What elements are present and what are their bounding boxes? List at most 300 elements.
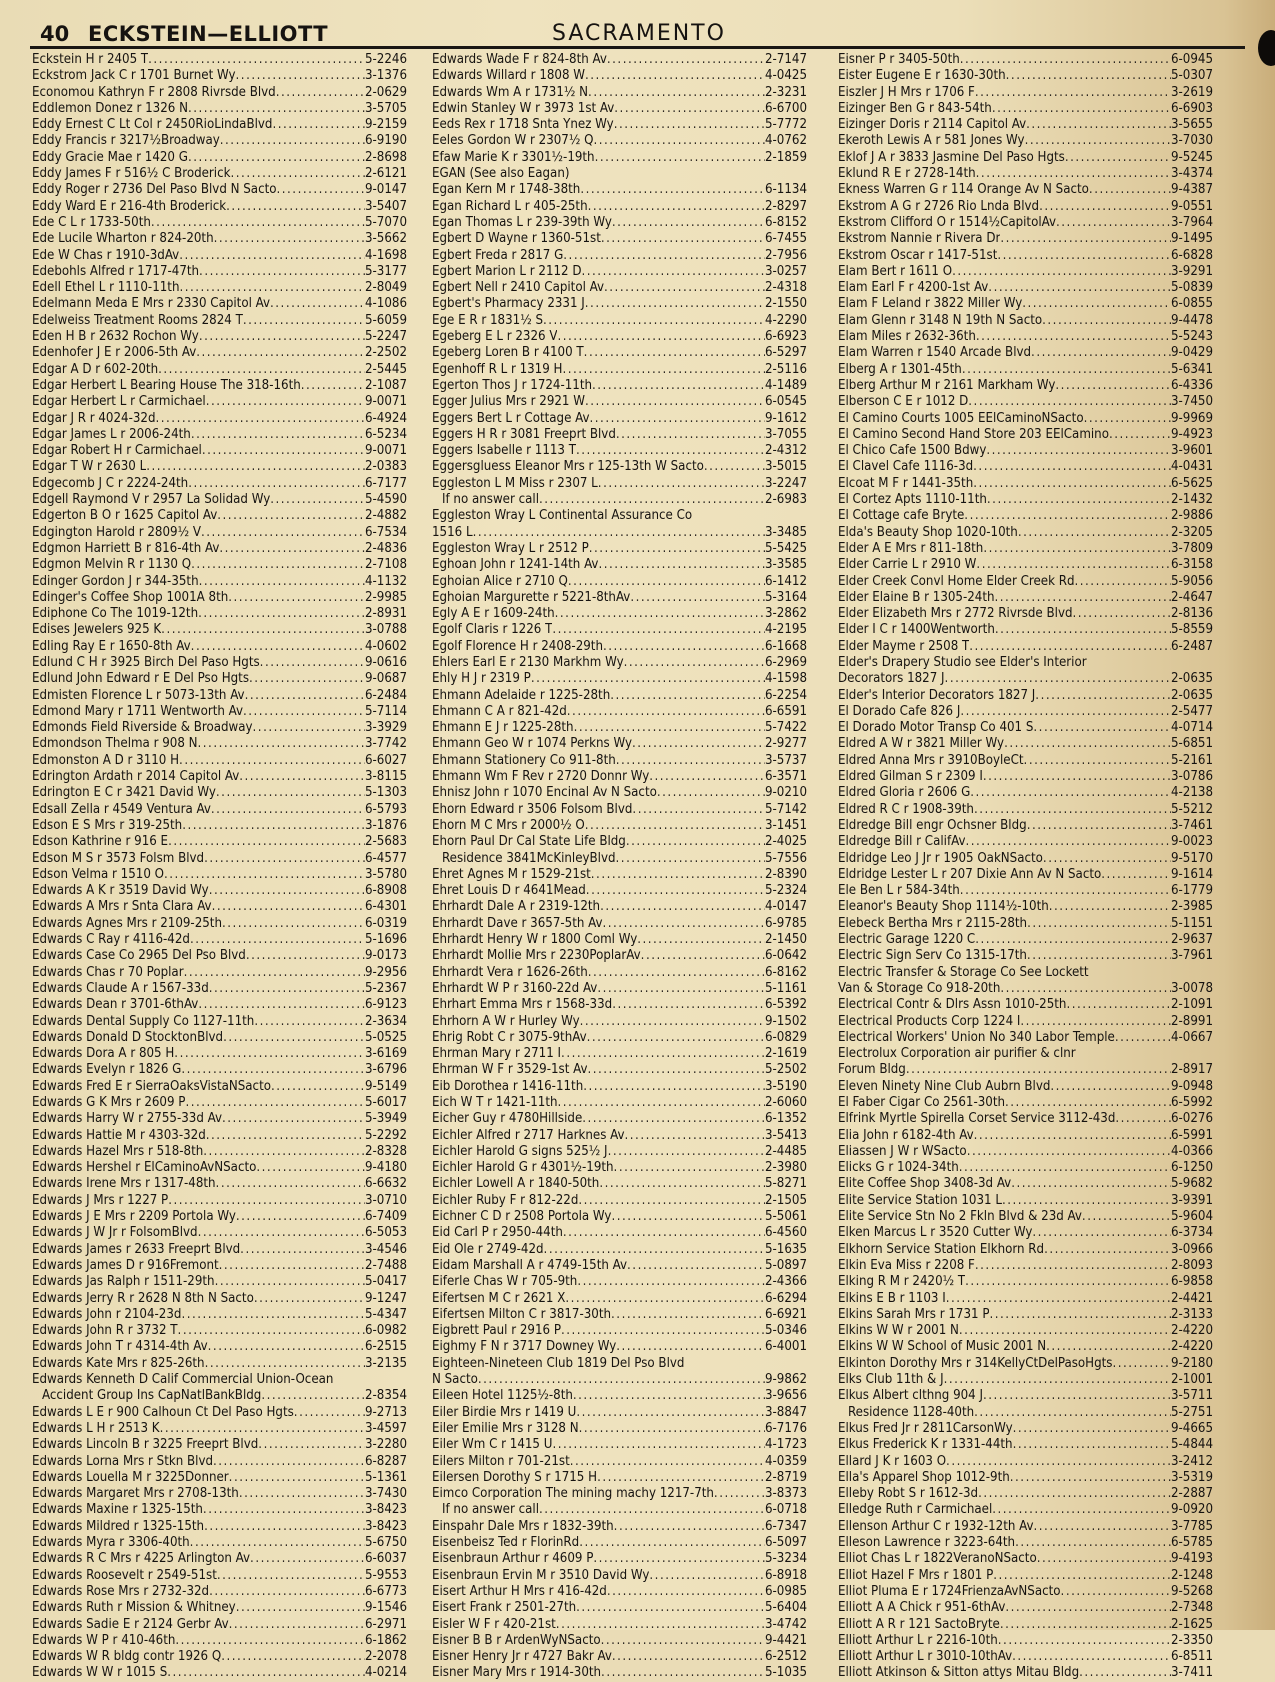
phone-number: 5-9604 <box>1170 1209 1213 1225</box>
dot-leader <box>277 182 365 198</box>
listing-entry <box>432 785 807 801</box>
phone-number: 4-0366 <box>1170 1143 1213 1159</box>
listing-name: Edwards L H r 2513 K <box>32 1420 160 1436</box>
listing-name: Edlund C H r 3925 Birch Del Paso Hgts <box>32 654 260 670</box>
listing-entry <box>432 1242 807 1258</box>
listing-name: Ehret Agnes M r 1529-21st <box>432 866 591 882</box>
listing-name: Edgar J R r 4024-32d <box>32 410 156 426</box>
dot-leader <box>1033 720 1171 736</box>
listing-entry <box>838 1291 1213 1307</box>
phone-number: 9-5170 <box>1170 850 1213 866</box>
dot-leader <box>239 1486 365 1502</box>
dot-leader <box>906 1062 1171 1078</box>
dot-leader <box>588 199 765 215</box>
phone-number: 6-3158 <box>1170 557 1213 573</box>
listing-name: Eisner Henry Jr r 4727 Bakr Av <box>432 1649 612 1665</box>
dot-leader <box>156 411 365 427</box>
phone-number: 5-5212 <box>1170 801 1213 817</box>
phone-number: 3-4546 <box>364 1241 407 1257</box>
listing-entry <box>32 1242 407 1258</box>
phone-number: 6-5097 <box>764 1535 807 1551</box>
listing-name: Eleven Ninety Nine Club Aubrn Blvd <box>838 1078 1051 1094</box>
dot-leader <box>214 231 365 247</box>
listing-entry <box>432 394 807 410</box>
phone-number: 5-7422 <box>764 720 807 736</box>
dot-leader <box>1087 655 1213 671</box>
dot-leader <box>976 557 1171 573</box>
listing-name: Elkhorn Service Station Elkhorn Rd <box>838 1241 1045 1257</box>
phone-number: 4-0762 <box>764 133 807 149</box>
phone-number: 3-8423 <box>364 1502 407 1518</box>
listing-name: Egly A E r 1609-24th <box>432 606 555 622</box>
listing-name: Eilersen Dorothy S r 1715 H <box>432 1469 598 1485</box>
phone-number: 5-1151 <box>1170 915 1213 931</box>
phone-number: 2-4836 <box>364 540 407 556</box>
phone-number: 3-4374 <box>1170 166 1213 182</box>
listing-name: Electrical Contr & Dlrs Assn 1010-25th <box>838 997 1067 1013</box>
dot-leader <box>588 965 765 981</box>
dot-leader <box>190 1535 365 1551</box>
listing-name: Edwards Hazel Mrs r 518-8th <box>32 1143 204 1159</box>
listing-entry <box>32 1258 407 1274</box>
listing-entry <box>432 932 807 948</box>
listing-name: Eichner C D r 2508 Portola Wy <box>432 1209 612 1225</box>
phone-number: 3-8115 <box>364 769 407 785</box>
dot-leader <box>208 1339 365 1355</box>
listing-entry <box>432 1258 807 1274</box>
listing-name: Ede W Chas r 1910-3dAv <box>32 247 180 263</box>
dot-leader <box>258 1437 365 1453</box>
phone-number: 5-2502 <box>764 1062 807 1078</box>
listing-name: Ekstrom Nannie r Rivera Dr <box>838 231 1001 247</box>
phone-number: 5-6017 <box>364 1095 407 1110</box>
listing-entry <box>432 720 807 736</box>
listing-name: Ehmann Stationery Co 911-8th <box>432 752 616 768</box>
dot-leader <box>552 622 765 638</box>
phone-number: 5-1035 <box>764 1665 807 1681</box>
dot-leader <box>1037 1551 1171 1567</box>
listing-entry <box>32 52 407 68</box>
dot-leader <box>270 492 365 508</box>
listing-entry <box>32 427 407 443</box>
phone-number: 4-1723 <box>764 1437 807 1453</box>
listing-entry <box>432 1291 807 1307</box>
phone-number: 6-8918 <box>764 1567 807 1583</box>
listing-name: Edwards John T r 4314-4th Av <box>32 1339 208 1355</box>
dot-leader <box>1082 1209 1171 1225</box>
listing-name: Egbert's Pharmacy 2331 J <box>432 296 585 312</box>
phone-number: 6-6294 <box>764 1290 807 1306</box>
listing-entry <box>838 394 1213 410</box>
phone-number: 9-4193 <box>1170 1551 1213 1567</box>
dot-leader <box>616 753 765 769</box>
dot-leader <box>473 525 765 541</box>
listing-name: Edwards Sadie E r 2124 Gerbr Av <box>32 1616 229 1632</box>
listing-entry <box>838 688 1213 704</box>
listing-name: Edrington E C r 3421 David Wy <box>32 785 216 801</box>
phone-number: 3-0710 <box>364 1192 407 1208</box>
listing-name: Elia John r 6182-4th Av <box>838 1127 974 1143</box>
listing-name: Elkins E B r 1103 I <box>838 1290 946 1306</box>
listing-name: Ehly H J r 2319 P <box>432 671 531 687</box>
dot-leader <box>188 476 365 492</box>
listing-entry <box>838 1600 1213 1616</box>
phone-number: 5-9682 <box>1170 1176 1213 1192</box>
listing-name: Ehmann Geo W r 1074 Perkns Wy <box>432 736 632 752</box>
listing-name: Residence 3841McKinleyBlvd <box>442 850 616 866</box>
dot-leader <box>975 1258 1171 1274</box>
dot-leader <box>986 443 1171 459</box>
phone-number: 3-5015 <box>764 459 807 475</box>
listing-entry <box>432 1144 807 1160</box>
listing-entry <box>838 101 1213 117</box>
dot-leader <box>271 1079 365 1095</box>
dot-leader <box>174 1046 365 1062</box>
listing-entry <box>838 85 1213 101</box>
listing-entry <box>838 1470 1213 1486</box>
phone-number: 9-4387 <box>1170 182 1213 198</box>
phone-number: 5-5061 <box>764 1209 807 1225</box>
listing-name: El Cottage cafe Bryte <box>838 508 965 524</box>
listing-entry <box>432 704 807 720</box>
listing-entry <box>32 1176 407 1192</box>
listing-entry <box>32 443 407 459</box>
listing-entry <box>432 101 807 117</box>
phone-number: 4-1698 <box>364 247 407 263</box>
listing-name: Eghoan John r 1241-14th Av <box>432 557 599 573</box>
phone-number: 6-4577 <box>364 850 407 866</box>
dot-leader <box>649 1568 765 1584</box>
dot-leader <box>601 1665 765 1681</box>
listing-entry <box>838 1193 1213 1209</box>
phone-number: 2-4882 <box>364 508 407 524</box>
phone-number: 6-7347 <box>764 1518 807 1534</box>
dot-leader <box>975 932 1171 948</box>
listing-name: Elite Coffee Shop 3408-3d Av <box>838 1176 1012 1192</box>
listing-entry <box>432 899 807 915</box>
listing-entry <box>432 1454 807 1470</box>
listing-entry <box>432 1405 807 1421</box>
listing-name: Eddy Roger r 2736 Del Paso Blvd N Sacto <box>32 182 277 198</box>
dot-leader <box>988 280 1171 296</box>
dot-leader <box>239 769 365 785</box>
phone-number: 6-0718 <box>764 1502 807 1518</box>
phone-number: 9-1495 <box>1170 231 1213 247</box>
dot-leader <box>1046 1339 1171 1355</box>
listing-name: 1516 L <box>432 524 473 540</box>
listing-name: Egbert Freda r 2817 G <box>432 247 564 263</box>
listing-name: Eddy Francis r 3217½Broadway <box>32 133 220 149</box>
listing-entry <box>432 1062 807 1078</box>
listing-name: Eggleston L M Miss r 2307 L <box>432 475 598 491</box>
listing-name: Eichler Harold G r 4301½-19th <box>432 1160 614 1176</box>
dot-leader <box>539 1502 765 1518</box>
dot-leader <box>229 1617 365 1633</box>
listing-name: Edwards J E Mrs r 2209 Portola Wy <box>32 1209 236 1225</box>
phone-number: 2-0383 <box>364 459 407 475</box>
phone-number: 5-9553 <box>364 1567 407 1583</box>
listing-entry <box>432 1437 807 1453</box>
listing-entry <box>838 948 1213 964</box>
listing-entry <box>432 1111 807 1127</box>
listing-name: Eddlemon Donez r 1326 N <box>32 100 188 116</box>
listing-name: Elfrink Myrtle Spirella Corset Service 3112-43d <box>838 1111 1116 1127</box>
listing-entry <box>432 1095 807 1111</box>
dot-leader <box>593 133 765 149</box>
listing-name: Ehorn Edward r 3506 Folsom Blvd <box>432 801 633 817</box>
listing-name: Edwards Lorna Mrs r Stkn Blvd <box>32 1453 213 1469</box>
listing-name: Economou Kathryn F r 2808 Rivrsde Blvd <box>32 84 276 100</box>
phone-number: 2-4366 <box>764 1274 807 1290</box>
phone-number: 2-6983 <box>764 492 807 508</box>
phone-number: 6-5392 <box>764 997 807 1013</box>
listing-name: Ekstrom Clifford O r 1514½CapitolAv <box>838 214 1056 230</box>
listing-entry <box>432 1225 807 1241</box>
phone-number: 2-9886 <box>1170 508 1213 524</box>
dot-leader <box>1035 688 1171 704</box>
listing-name: Ehret Louis D r 4641Mead <box>432 883 586 899</box>
listing-name: Elder's Interior Decorators 1827 J <box>838 687 1036 703</box>
phone-number: 2-4647 <box>1170 589 1213 605</box>
dot-leader <box>577 1274 765 1290</box>
phone-number: 2-1248 <box>1170 1567 1213 1583</box>
phone-number: 2-5477 <box>1170 703 1213 719</box>
phone-number: 9-0551 <box>1170 198 1213 214</box>
listing-name: El Camino Courts 1005 EElCaminoNSacto <box>838 410 1084 426</box>
phone-number: 9-2159 <box>364 117 407 133</box>
listing-name: Edwards Fred E r SierraOaksVistaNSacto <box>32 1078 271 1094</box>
listing-entry <box>432 1193 807 1209</box>
listing-entry <box>838 280 1213 296</box>
listing-entry <box>32 378 407 394</box>
phone-number: 9-0429 <box>1170 345 1213 361</box>
dot-leader <box>604 280 765 296</box>
listing-name: Edmonston A D r 3110 H <box>32 752 180 768</box>
phone-number: 6-0982 <box>364 1323 407 1339</box>
listing-entry <box>838 1111 1213 1127</box>
listing-name: Elam Earl F r 4200-1st Av <box>838 280 989 296</box>
dot-leader <box>584 345 765 361</box>
listing-entry <box>838 1030 1213 1046</box>
phone-number: 2-9277 <box>764 736 807 752</box>
listing-name: Eiler Birdie Mrs r 1419 U <box>432 1404 577 1420</box>
dot-leader <box>1044 1242 1171 1258</box>
dot-leader <box>211 802 365 818</box>
listing-name: Ehmann Wm F Rev r 2720 Donnr Wy <box>432 769 650 785</box>
dot-leader <box>206 1128 365 1144</box>
dot-leader <box>168 834 365 850</box>
phone-number: 3-5737 <box>764 752 807 768</box>
header-rule <box>30 46 1245 49</box>
dot-leader <box>1076 1046 1213 1062</box>
dot-leader <box>1039 199 1171 215</box>
listing-entry <box>32 476 407 492</box>
listing-entry <box>432 199 807 215</box>
dot-leader <box>555 606 765 622</box>
phone-number: 5-4347 <box>364 1306 407 1322</box>
dot-leader <box>995 622 1171 638</box>
dot-leader <box>188 150 365 166</box>
listing-entry <box>32 688 407 704</box>
phone-number: 3-5319 <box>1170 1469 1213 1485</box>
listing-entry <box>838 769 1213 785</box>
phone-number: 6-1352 <box>764 1111 807 1127</box>
listing-entry <box>432 411 807 427</box>
dot-leader <box>205 1356 365 1372</box>
listing-entry <box>432 427 807 443</box>
dot-leader <box>567 704 765 720</box>
phone-number: 5-7114 <box>364 703 407 719</box>
listing-entry <box>838 1388 1213 1404</box>
dot-leader <box>1066 997 1171 1013</box>
listing-name: Eeds Rex r 1718 Snta Ynez Wy <box>432 117 614 133</box>
listing-entry <box>432 688 807 704</box>
phone-number: 3-9601 <box>1170 443 1213 459</box>
dot-leader <box>1056 215 1171 231</box>
phone-number: 3-8847 <box>764 1404 807 1420</box>
binder-hole <box>1258 30 1275 66</box>
dot-leader <box>1002 1193 1171 1209</box>
listing-name: Edwards C Ray r 4116-42d <box>32 932 190 948</box>
listing-entry <box>32 720 407 736</box>
phone-number: 5-0346 <box>764 1323 807 1339</box>
listing-name: Edgmon Melvin R r 1130 Q <box>32 557 192 573</box>
phone-number: 3-5407 <box>364 198 407 214</box>
listing-entry <box>32 1062 407 1078</box>
listing-entry <box>838 1307 1213 1323</box>
listing-entry <box>432 362 807 378</box>
listing-name: Ehrman W F r 3529-1st Av <box>432 1062 588 1078</box>
phone-number: 9-0173 <box>364 948 407 964</box>
phone-number: 6-6773 <box>364 1583 407 1599</box>
dot-leader <box>191 427 365 443</box>
phone-number: 9-2180 <box>1170 1355 1213 1371</box>
dot-leader <box>1005 1600 1171 1616</box>
dot-leader <box>1050 1079 1171 1095</box>
dot-leader <box>219 1258 365 1274</box>
listing-entry <box>838 1617 1213 1633</box>
phone-number: 5-1361 <box>364 1469 407 1485</box>
phone-number: 3-8423 <box>364 1518 407 1534</box>
dot-leader <box>215 1274 365 1290</box>
phone-number: 4-0667 <box>1170 1029 1213 1045</box>
phone-number: 9-0948 <box>1170 1078 1213 1094</box>
listing-name: Edelmann Meda E Mrs r 2330 Capitol Av <box>32 296 271 312</box>
dot-leader <box>1011 1176 1171 1192</box>
dot-leader <box>970 785 1171 801</box>
listing-name: El Faber Cigar Co 2561-30th <box>838 1095 1005 1110</box>
dot-leader <box>191 557 365 573</box>
listing-name: Egeberg Loren B r 4100 T <box>432 345 584 361</box>
listing-entry <box>32 1519 407 1535</box>
dot-leader <box>563 1225 765 1241</box>
dot-leader <box>1005 1095 1171 1111</box>
phone-number: 6-9190 <box>364 133 407 149</box>
listing-name: Eliassen J W r WSacto <box>838 1143 967 1159</box>
listing-name: Electrolux Corporation air purifier & clnr <box>838 1046 1076 1062</box>
dot-leader <box>182 818 365 834</box>
phone-number: 3-7809 <box>1170 540 1213 556</box>
listing-entry <box>432 1665 807 1681</box>
listing-entry <box>32 1030 407 1046</box>
dot-leader <box>997 248 1171 264</box>
dot-leader <box>610 688 765 704</box>
dot-leader <box>574 720 765 736</box>
phone-number: 3-9656 <box>764 1388 807 1404</box>
phone-number: 2-8931 <box>364 606 407 622</box>
phone-number: 5-8559 <box>1170 622 1213 638</box>
listing-entry <box>432 1128 807 1144</box>
phone-number: 6-9858 <box>1170 1274 1213 1290</box>
phone-number: 3-3929 <box>364 720 407 736</box>
dot-leader <box>1115 1111 1171 1127</box>
phone-number: 3-3485 <box>764 524 807 540</box>
dot-leader <box>1032 1225 1171 1241</box>
listing-name: Edinger's Coffee Shop 1001A 8th <box>32 589 229 605</box>
listing-name: Edgington Harold r 2809½ V <box>32 524 201 540</box>
phone-number: 6-0276 <box>1170 1111 1213 1127</box>
dot-leader <box>198 606 365 622</box>
listing-name: El Camino Second Hand Store 203 EElCamino <box>838 426 1109 442</box>
dot-leader <box>649 769 765 785</box>
listing-name: Eifertsen Milton C r 3817-30th <box>432 1306 612 1322</box>
dot-leader <box>1018 525 1171 541</box>
listing-name: Eggleston Wray L Continental Assurance Co <box>432 508 693 524</box>
listing-name: Edgmon Harriett B r 816-4th Av <box>32 540 220 556</box>
phone-number: 9-0616 <box>364 654 407 670</box>
dot-leader <box>624 655 765 671</box>
listing-entry <box>32 1600 407 1616</box>
listing-entry <box>838 231 1213 247</box>
listing-entry <box>432 1502 807 1518</box>
phone-number: 3-5711 <box>1170 1388 1213 1404</box>
dot-leader <box>146 459 365 475</box>
listing-name: Eklof J A r 3833 Jasmine Del Paso Hgts <box>838 149 1065 165</box>
listing-name: Elam F Leland r 3822 Miller Wy <box>838 296 1023 312</box>
phone-number: 3-9291 <box>1170 263 1213 279</box>
listing-entry <box>32 997 407 1013</box>
listing-name: Egbert Nell r 2410 Capitol Av <box>432 280 605 296</box>
phone-number: 5-5425 <box>764 540 807 556</box>
listing-entry <box>838 1079 1213 1095</box>
phone-number: 3-7461 <box>1170 817 1213 833</box>
dot-leader <box>1115 1030 1171 1046</box>
listing-entry <box>838 899 1213 915</box>
listing-entry <box>432 1079 807 1095</box>
phone-number: 2-2078 <box>364 1649 407 1665</box>
listing-name: Ege E R r 1831½ S <box>432 312 543 328</box>
listing-name: Eldred R C r 1908-39th <box>838 801 974 817</box>
listing-name: Elliot Chas L r 1822VeranoNSacto <box>838 1551 1037 1567</box>
listing-entry <box>838 1437 1213 1453</box>
listing-name: Elliott Arthur L r 2216-10th <box>838 1632 998 1648</box>
listing-entry <box>32 1405 407 1421</box>
listing-entry <box>432 916 807 932</box>
phone-number: 6-6591 <box>764 703 807 719</box>
phone-number: 4-1598 <box>764 671 807 687</box>
listing-entry <box>432 1519 807 1535</box>
listing-name: Elkin Eva Miss r 2208 F <box>838 1257 975 1273</box>
dot-leader <box>1027 916 1171 932</box>
listing-name: Edwards J Mrs r 1227 P <box>32 1192 169 1208</box>
listing-entry <box>838 1176 1213 1192</box>
phone-number: 3-5662 <box>364 231 407 247</box>
dot-leader <box>598 476 765 492</box>
listing-entry <box>838 443 1213 459</box>
dot-leader <box>196 345 365 361</box>
phone-number: 2-6121 <box>364 166 407 182</box>
dot-leader <box>213 1454 365 1470</box>
